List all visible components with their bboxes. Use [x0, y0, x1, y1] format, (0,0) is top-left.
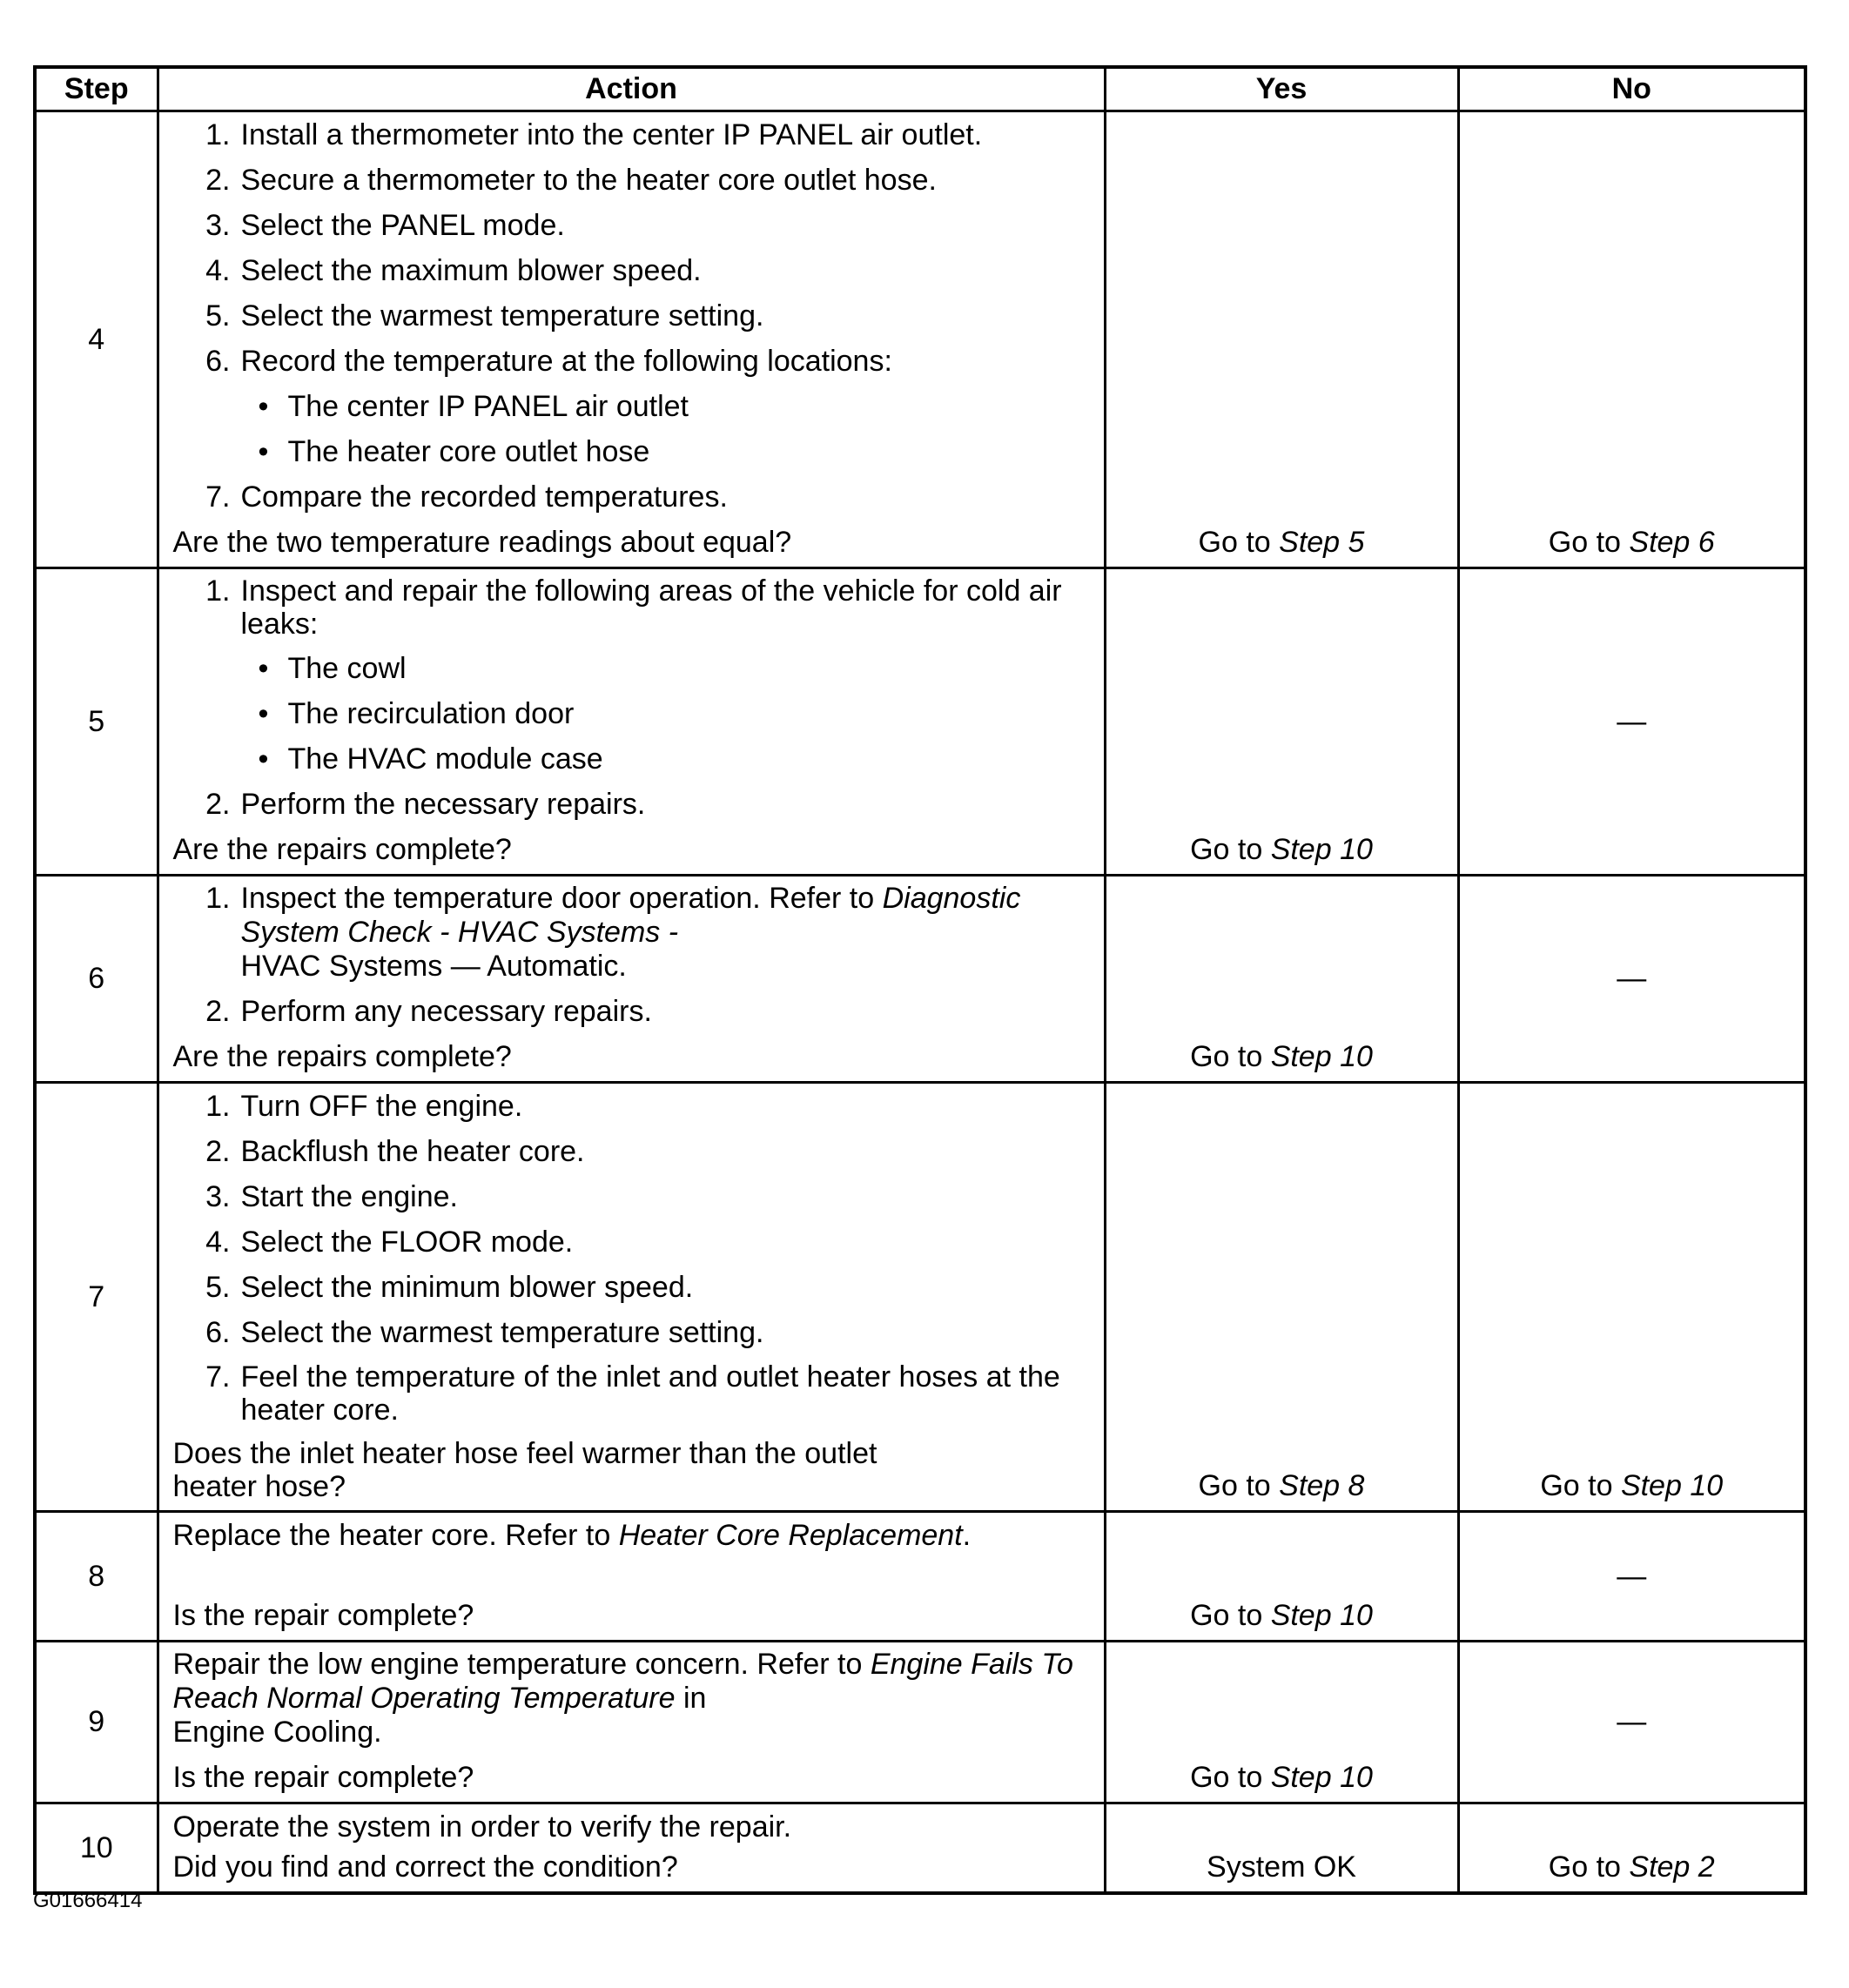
list-item: 2. Perform the necessary repairs. — [205, 788, 646, 821]
action-text: Repair the low engine temperature concern. Refer to Engine Fails To Reach Normal Operating Temperature in Engine Cooling. — [172, 1648, 1073, 1749]
step-reference: Step 10 — [1270, 1761, 1373, 1794]
question-text: Are the repairs complete? — [172, 1040, 512, 1073]
step-reference: Step 10 — [1270, 833, 1373, 866]
action-cell — [158, 1083, 1105, 1512]
step-number: 10 — [35, 1803, 158, 1894]
step-reference: Step 10 — [1270, 1040, 1373, 1073]
action-text: Operate the system in order to verify the repair. — [172, 1810, 792, 1844]
list-item: 5. Select the warmest temperature setting. — [205, 299, 764, 332]
yes-cell: Go to Step 5 — [1105, 111, 1458, 568]
header-row — [35, 67, 1805, 111]
document-reference: Engine Fails To Reach Normal Operating Temperature — [172, 1648, 1073, 1715]
bullet-item: • The cowl — [258, 652, 407, 685]
step-number: 6 — [35, 876, 158, 1083]
yes-cell: System OK — [1105, 1803, 1458, 1894]
header-action: Action — [158, 67, 1105, 111]
list-item: 7. Feel the temperature of the inlet and outlet heater hoses at the heater core. — [205, 1360, 1060, 1427]
bullet-item: • The recirculation door — [258, 697, 575, 730]
list-item: 6. Record the temperature at the following locations: — [205, 345, 892, 378]
list-item: 3. Select the PANEL mode. — [205, 209, 565, 242]
table-row — [35, 1512, 1805, 1642]
step-number: 4 — [35, 111, 158, 568]
list-item: 4. Select the FLOOR mode. — [205, 1226, 574, 1259]
table-row — [35, 1083, 1805, 1512]
list-item: 1. Inspect the temperature door operation. Refer to Diagnostic System Check - HVAC Systems - HVAC Systems — Automatic. — [205, 882, 1021, 983]
action-cell — [158, 111, 1105, 568]
step-reference: Step 10 — [1270, 1599, 1373, 1632]
no-cell: — — [1458, 568, 1805, 876]
step-number: 8 — [35, 1512, 158, 1642]
header-step: Step — [35, 67, 158, 111]
table-row — [35, 1803, 1805, 1894]
step-reference: Step 6 — [1629, 526, 1715, 559]
yes-cell: Go to Step 10 — [1105, 1512, 1458, 1642]
bullet-item: • The heater core outlet hose — [258, 435, 650, 468]
step-number: 5 — [35, 568, 158, 876]
list-item: 6. Select the warmest temperature setting. — [205, 1316, 764, 1349]
table-row — [35, 111, 1805, 568]
document-reference: Diagnostic System Check - HVAC Systems - — [240, 882, 1021, 949]
question-text: Does the inlet heater hose feel warmer than the outlet heater hose? — [172, 1437, 877, 1503]
table-row — [35, 1642, 1805, 1803]
list-item: 1. Turn OFF the engine. — [205, 1090, 523, 1123]
step-number: 9 — [35, 1642, 158, 1803]
table-row — [35, 568, 1805, 876]
action-cell — [158, 1642, 1105, 1803]
document-reference: Heater Core Replacement — [618, 1519, 963, 1552]
list-item: 2. Perform any necessary repairs. — [205, 995, 652, 1028]
step-number: 7 — [35, 1083, 158, 1512]
bullet-item: • The HVAC module case — [258, 742, 603, 776]
yes-cell: Go to Step 8 — [1105, 1083, 1458, 1512]
action-cell — [158, 568, 1105, 876]
yes-cell: Go to Step 10 — [1105, 876, 1458, 1083]
no-cell: — — [1458, 876, 1805, 1083]
list-item: 2. Backflush the heater core. — [205, 1135, 585, 1168]
no-cell: Go to Step 2 — [1458, 1803, 1805, 1894]
action-cell — [158, 876, 1105, 1083]
list-item: 1. Install a thermometer into the center IP PANEL air outlet. — [205, 118, 983, 151]
yes-cell: Go to Step 10 — [1105, 1642, 1458, 1803]
diagnostic-table — [33, 65, 1807, 1895]
action-cell — [158, 1512, 1105, 1642]
question-text: Is the repair complete? — [172, 1599, 474, 1632]
question-text: Are the two temperature readings about equal? — [172, 526, 792, 559]
figure-id: G01666414 — [33, 1889, 143, 1912]
no-cell: Go to Step 10 — [1458, 1083, 1805, 1512]
question-text: Did you find and correct the condition? — [172, 1850, 678, 1884]
question-text: Is the repair complete? — [172, 1761, 474, 1794]
list-item: 7. Compare the recorded temperatures. — [205, 480, 728, 514]
step-reference: Step 8 — [1279, 1469, 1365, 1502]
table-row — [35, 876, 1805, 1083]
list-item: 3. Start the engine. — [205, 1180, 459, 1213]
step-reference: Step 10 — [1620, 1469, 1724, 1502]
step-reference: Step 5 — [1279, 526, 1365, 559]
header-no: No — [1458, 67, 1805, 111]
step-reference: Step 2 — [1629, 1850, 1715, 1884]
bullet-item: • The center IP PANEL air outlet — [258, 390, 689, 423]
list-item: 1. Inspect and repair the following areas of the vehicle for cold air leaks: — [205, 574, 1062, 641]
list-item: 4. Select the maximum blower speed. — [205, 254, 702, 287]
yes-cell: Go to Step 10 — [1105, 568, 1458, 876]
question-text: Are the repairs complete? — [172, 833, 512, 866]
list-item: 2. Secure a thermometer to the heater core outlet hose. — [205, 164, 937, 197]
header-yes: Yes — [1105, 67, 1458, 111]
action-cell — [158, 1803, 1105, 1894]
no-cell: Go to Step 6 — [1458, 111, 1805, 568]
no-cell: — — [1458, 1642, 1805, 1803]
list-item: 5. Select the minimum blower speed. — [205, 1271, 694, 1304]
no-cell: — — [1458, 1512, 1805, 1642]
action-text: Replace the heater core. Refer to Heater Core Replacement. — [172, 1519, 972, 1552]
